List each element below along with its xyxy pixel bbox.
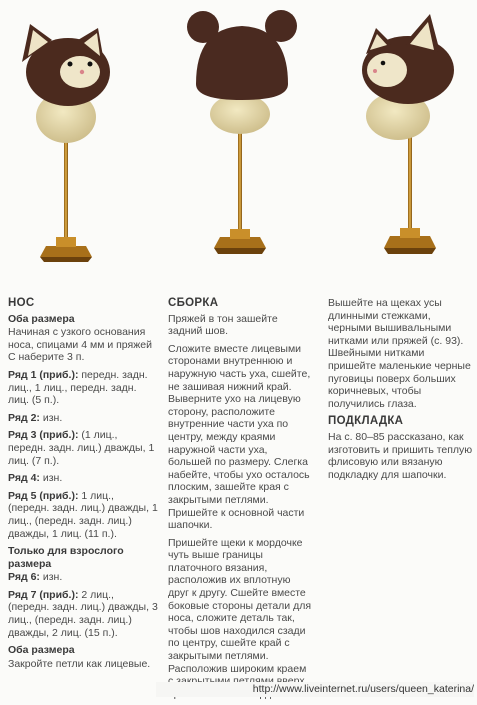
nose-section (8, 297, 158, 675)
nose-intro: Начиная с узкого основания носа, спицами 4 мм и пряжей С наберите 3 п. (8, 326, 152, 364)
pattern-row: Ряд 7 (приб.): 2 лиц., (передн. задн. лиц.) дважды, 3 лиц., (передн. задн. лиц.) дважды, 2 лиц. (15 п.). (8, 588, 158, 639)
nose-heading: НОС (8, 297, 35, 309)
hat-photo-back (187, 10, 297, 254)
assembly-paragraph: Пряжей в тон зашейте задний шов. (168, 312, 278, 338)
pattern-row: Ряд 4: изн. (8, 472, 63, 485)
pattern-row: Ряд 1 (приб.): передн. задн. лиц., 1 лиц., передн. задн. лиц. (5 п.). (8, 368, 148, 407)
lining-heading: ПОДКЛАДКА (328, 415, 404, 428)
embroidery-paragraph: Вышейте на щеках усы длинными стежками, черными вышивальными нитками или пряжей (с. 93). Швейными нитками пришейте маленькие черные пуговицы поверх больших коричневых, чтобы получились глаза. (328, 297, 471, 410)
pattern-row: Ряд 5 (приб.): 1 лиц., (передн. задн. лиц.) дважды, 1 лиц., (передн. задн. лиц.) дважды, 1 лиц. (11 п.). (8, 489, 158, 540)
hat-photo-front (22, 24, 110, 262)
assembly-heading: СБОРКА (168, 297, 219, 309)
hat-photos (0, 0, 477, 292)
pattern-row: Ряд 2: изн. (8, 411, 63, 424)
adult-only-label: Только для взрослого размера (8, 545, 124, 570)
closing-instruction: Закройте петли как лицевые. (8, 657, 151, 670)
both-sizes-label: Оба размера (8, 644, 75, 657)
assembly-section (168, 297, 311, 705)
pattern-row: Ряд 6: изн. (8, 571, 63, 584)
hat-photo-side (362, 14, 454, 254)
lining-paragraph: На с. 80–85 рассказано, как изготовить и пришить теплую флисовую или вязаную подкладку для шапочки. (328, 430, 473, 481)
assembly-paragraph: Пришейте щеки к мордочке чуть выше границы платочного вязания, расположив их вплотную друг к другу. Сшейте вместе боковые стороны детали для носа, сложите деталь так, чтобы шов находился сзади по центру, сшейте край с закрытыми петлями. Расположив широким краем (168, 536, 312, 675)
both-sizes-label: Оба размера (8, 312, 75, 325)
pattern-row: Ряд 3 (приб.): (1 лиц., передн. задн. лиц.) дважды, 1 лиц. (7 п.). (8, 429, 155, 467)
watermark-url: http://www.liveinternet.ru/users/queen_katerina/ (156, 682, 474, 697)
lining-section (328, 297, 473, 486)
assembly-paragraph: Сложите вместе лицевыми сторонами внутреннюю и наружную часть уха, сшейте, не зашивая нижний край. Выверните ухо на лицевую сторону, расположите внутренние части уха по центру, между краями наружной части уха, большей по размеру. Слегка набейте, чтобы ухо осталось плоским, зашейте края с закрытыми петлями. Пришейте к основной части шапочки. (168, 342, 311, 532)
